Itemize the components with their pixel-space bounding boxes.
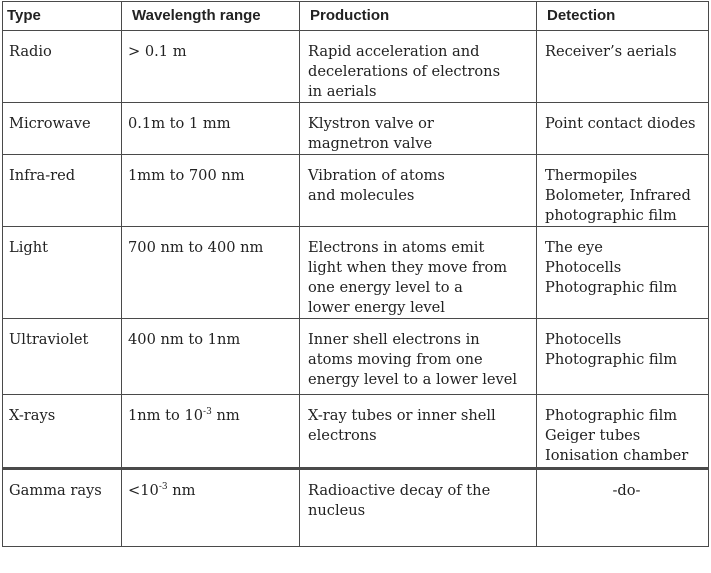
cell-production <box>300 103 537 155</box>
production-line: magnetron valve <box>308 135 433 152</box>
wavelength-pre: 400 nm to 1nm <box>128 331 241 348</box>
cell-detection <box>537 155 709 227</box>
wavelength-pre: 1mm to 700 nm <box>128 167 245 184</box>
detection-line: Bolometer, Infrared <box>545 187 691 204</box>
cell-detection <box>537 319 709 395</box>
table-row <box>3 469 709 547</box>
production-line: decelerations of electrons <box>308 63 501 80</box>
detection-line: Photocells <box>545 331 622 348</box>
cell-detection <box>537 395 709 469</box>
cell-detection <box>537 103 709 155</box>
production-line: Inner shell electrons in <box>308 331 480 348</box>
production-line: Radioactive decay of the <box>308 482 491 499</box>
detection-line: -do- <box>612 482 641 499</box>
cell-type: Gamma rays <box>3 469 122 547</box>
cell-wavelength-range <box>122 103 300 155</box>
header-wavelength-range: Wavelength range <box>122 2 300 31</box>
cell-production <box>300 155 537 227</box>
wavelength-post: nm <box>167 482 196 499</box>
detection-line: photographic film <box>545 207 677 224</box>
production-line: Klystron valve or <box>308 115 434 132</box>
detection-line: Point contact diodes <box>545 115 696 132</box>
detection-line: Receiver’s aerials <box>545 43 677 60</box>
production-line: and molecules <box>308 187 415 204</box>
cell-production <box>300 319 537 395</box>
cell-wavelength-range <box>122 155 300 227</box>
cell-production <box>300 31 537 103</box>
cell-production <box>300 395 537 469</box>
cell-type: Infra-red <box>3 155 122 227</box>
wavelength-pre: <10 <box>128 482 159 499</box>
production-line: lower energy level <box>308 299 445 316</box>
detection-line: Photographic film <box>545 407 678 424</box>
detection-line: Photographic film <box>545 351 678 368</box>
cell-detection <box>537 31 709 103</box>
wavelength-pre: 0.1m to 1 mm <box>128 115 231 132</box>
production-line: Rapid acceleration and <box>308 43 480 60</box>
table-body <box>3 31 709 547</box>
header-production: Production <box>300 2 537 31</box>
header-row <box>3 2 709 31</box>
cell-production <box>300 469 537 547</box>
detection-line: Photocells <box>545 259 622 276</box>
cell-wavelength-range <box>122 319 300 395</box>
detection-line: Ionisation chamber <box>545 447 689 464</box>
production-line: Electrons in atoms emit <box>308 239 485 256</box>
header-detection: Detection <box>537 2 709 31</box>
wavelength-sup: -3 <box>158 482 168 492</box>
production-line: energy level to a lower level <box>308 371 518 388</box>
cell-type: Radio <box>3 31 122 103</box>
production-line: atoms moving from one <box>308 351 483 368</box>
table-row <box>3 227 709 319</box>
table-row <box>3 395 709 469</box>
em-spectrum-table <box>2 1 709 547</box>
cell-detection <box>537 469 709 547</box>
wavelength-pre: 700 nm to 400 nm <box>128 239 264 256</box>
detection-line: Thermopiles <box>545 167 638 184</box>
table-row <box>3 155 709 227</box>
production-line: one energy level to a <box>308 279 463 296</box>
wavelength-pre: 1nm to 10 <box>128 407 204 424</box>
cell-type: X-rays <box>3 395 122 469</box>
production-line: X-ray tubes or inner shell <box>308 407 496 424</box>
cell-wavelength-range <box>122 31 300 103</box>
wavelength-sup: -3 <box>203 407 212 417</box>
table-row <box>3 31 709 103</box>
cell-wavelength-range <box>122 469 300 547</box>
detection-line: The eye <box>545 239 603 256</box>
header-type: Type <box>3 2 122 31</box>
table-row <box>3 319 709 395</box>
table-row <box>3 103 709 155</box>
cell-type: Light <box>3 227 122 319</box>
cell-production <box>300 227 537 319</box>
production-line: Vibration of atoms <box>308 167 445 184</box>
cell-type: Microwave <box>3 103 122 155</box>
production-line: nucleus <box>308 502 366 519</box>
cell-type: Ultraviolet <box>3 319 122 395</box>
production-line: electrons <box>308 427 377 444</box>
cell-detection <box>537 227 709 319</box>
detection-line: Photographic film <box>545 279 678 296</box>
wavelength-pre: > 0.1 m <box>128 43 187 60</box>
cell-wavelength-range <box>122 395 300 469</box>
production-line: in aerials <box>308 83 377 100</box>
production-line: light when they move from <box>308 259 508 276</box>
cell-wavelength-range <box>122 227 300 319</box>
detection-line: Geiger tubes <box>545 427 641 444</box>
wavelength-post: nm <box>211 407 240 424</box>
